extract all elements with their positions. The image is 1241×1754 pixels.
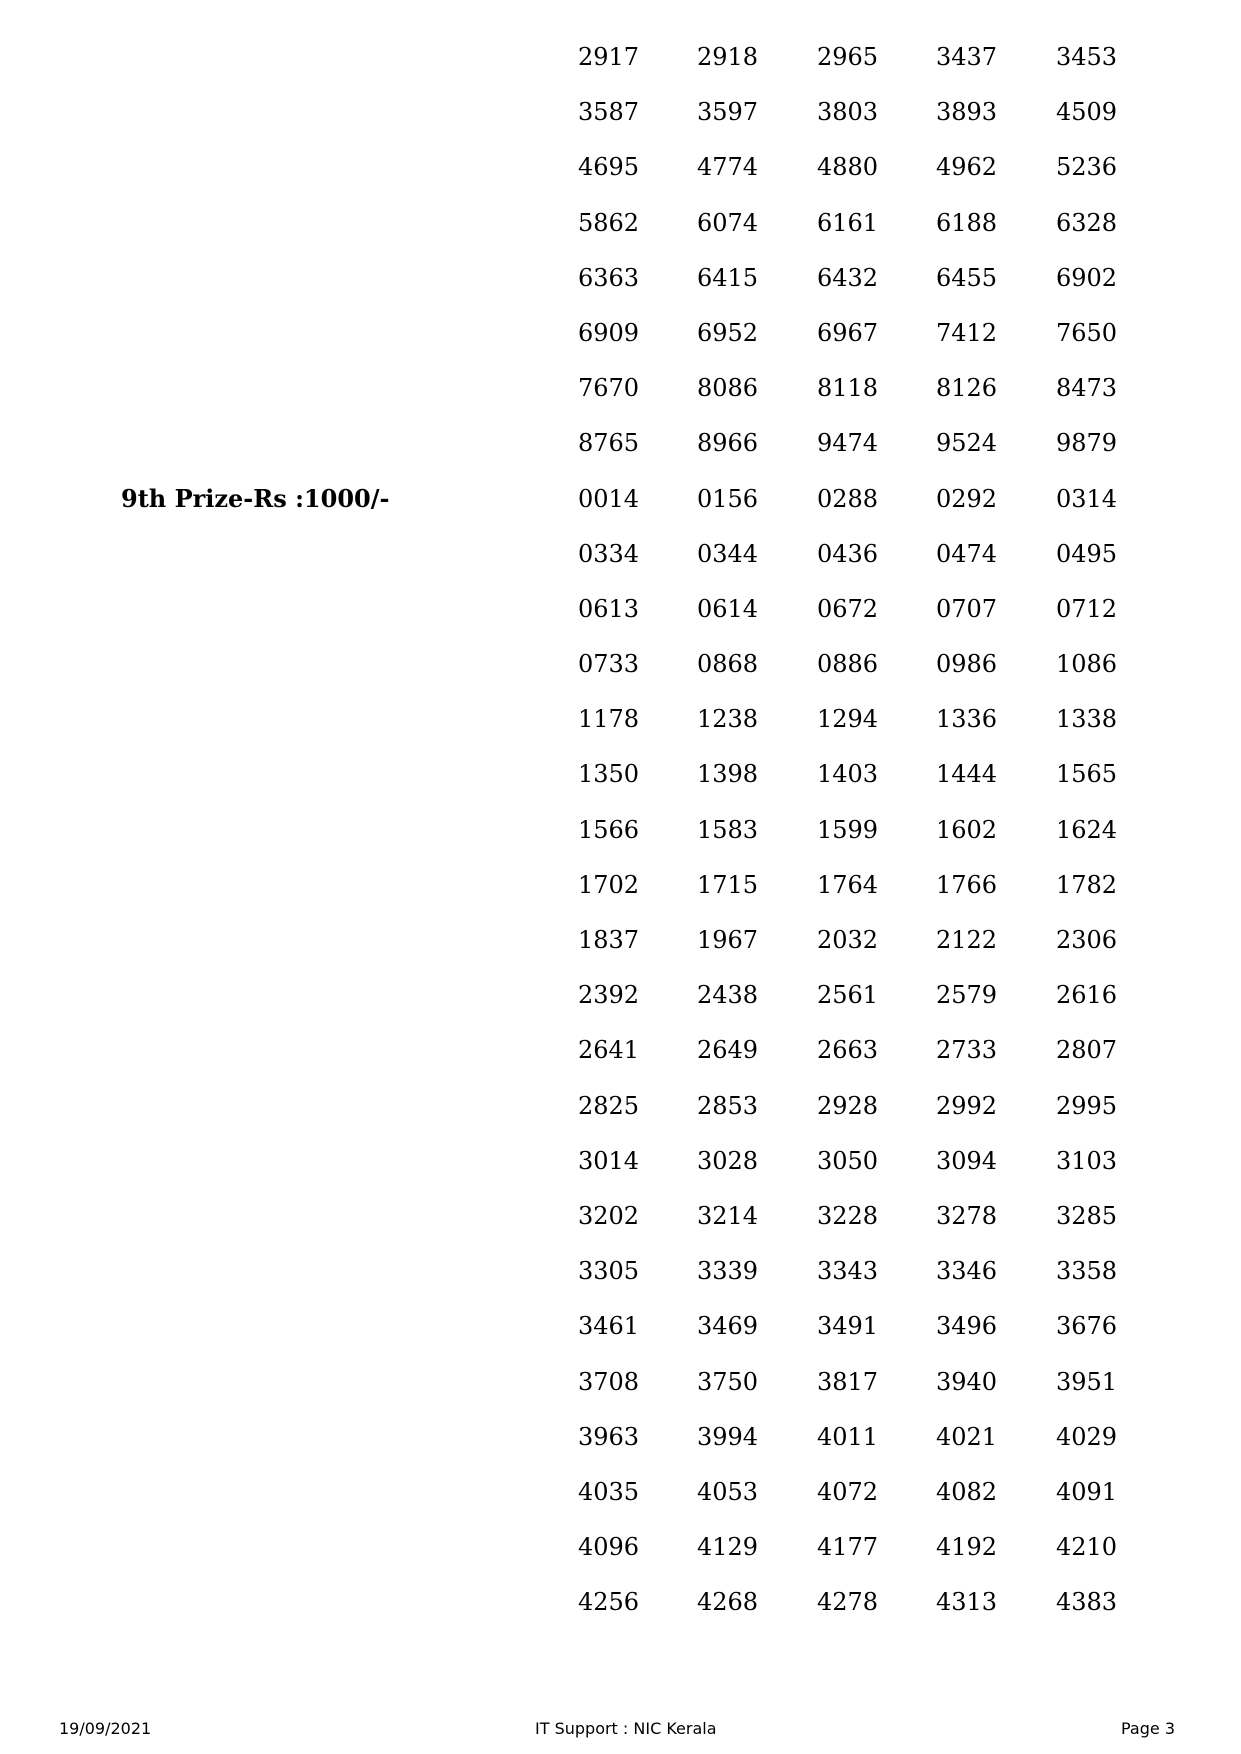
lottery-number: 3951 [1056,1367,1118,1396]
lottery-number: 2616 [1056,981,1118,1010]
lottery-number: 3437 [936,43,998,71]
lottery-number: 3343 [817,1257,879,1286]
lottery-number: 5862 [578,208,640,237]
prize-label: 9th Prize-Rs :1000/- [121,483,390,513]
lottery-number: 5236 [1056,153,1118,182]
lottery-number: 6415 [697,263,759,292]
number-row [0,203,1241,258]
number-row [0,810,1241,865]
lottery-number: 2438 [697,981,759,1010]
lottery-number: 6952 [697,318,759,347]
lottery-number: 4268 [697,1588,759,1617]
number-row [0,1141,1241,1196]
lottery-number: 8086 [697,374,759,403]
lottery-number: 3496 [936,1312,998,1341]
number-row [0,865,1241,920]
lottery-number: 1583 [697,815,759,844]
lottery-number: 2649 [697,1036,759,1065]
number-row [0,1417,1241,1472]
lottery-number: 2965 [817,43,879,71]
footer-page-number: Page 3 [1121,1719,1175,1738]
lottery-number: 3103 [1056,1146,1118,1175]
number-row [0,1362,1241,1417]
lottery-number: 4011 [817,1422,879,1451]
lottery-number: 9474 [817,429,879,458]
lottery-number: 4774 [697,153,759,182]
lottery-number: 1336 [936,705,998,734]
lottery-number: 8473 [1056,374,1118,403]
lottery-number: 2992 [936,1091,998,1120]
lottery-number: 1599 [817,815,879,844]
lottery-number: 2641 [578,1036,640,1065]
lottery-number: 4695 [578,153,640,182]
lottery-number: 3050 [817,1146,879,1175]
lottery-number: 3676 [1056,1312,1118,1341]
lottery-number: 3278 [936,1201,998,1230]
lottery-number: 1403 [817,760,879,789]
lottery-number: 3491 [817,1312,879,1341]
lottery-number: 1238 [697,705,759,734]
lottery-number: 2306 [1056,926,1118,954]
lottery-number: 1338 [1056,705,1118,734]
lottery-number: 6432 [817,263,879,292]
number-row [0,699,1241,754]
lottery-number: 2807 [1056,1036,1118,1065]
number-row [0,644,1241,699]
lottery-number: 4177 [817,1533,879,1562]
lottery-number: 0495 [1056,539,1118,568]
lottery-number: 2579 [936,981,998,1010]
lottery-number: 2392 [578,981,640,1010]
lottery-number: 8126 [936,374,998,403]
lottery-number: 4278 [817,1588,879,1617]
lottery-number: 2663 [817,1036,879,1065]
number-row [0,1251,1241,1306]
number-row [0,589,1241,644]
lottery-number: 3339 [697,1257,759,1286]
lottery-number: 3453 [1056,43,1118,71]
lottery-number: 0156 [697,484,759,513]
lottery-number: 9524 [936,429,998,458]
lottery-number: 4091 [1056,1477,1118,1506]
lottery-number: 3214 [697,1201,759,1230]
lottery-number: 4053 [697,1477,759,1506]
lottery-number: 4256 [578,1588,640,1617]
lottery-number: 2733 [936,1036,998,1065]
number-row [0,754,1241,809]
lottery-number: 3963 [578,1422,640,1451]
lottery-number: 1086 [1056,650,1118,679]
lottery-number: 4096 [578,1533,640,1562]
lottery-number: 6909 [578,318,640,347]
lottery-number: 0436 [817,539,879,568]
number-row [0,1582,1241,1637]
lottery-number: 0288 [817,484,879,513]
lottery-number: 0886 [817,650,879,679]
lottery-number: 0334 [578,539,640,568]
number-row [0,423,1241,478]
lottery-number: 3708 [578,1367,640,1396]
lottery-number: 0314 [1056,484,1118,513]
number-row [0,258,1241,313]
lottery-number: 4509 [1056,98,1118,127]
lottery-number: 2032 [817,926,879,954]
number-row [0,1306,1241,1361]
lottery-number: 1702 [578,870,640,899]
lottery-number: 1766 [936,870,998,899]
lottery-number: 3305 [578,1257,640,1286]
lottery-number: 3346 [936,1257,998,1286]
lottery-number: 3587 [578,98,640,127]
lottery-number: 4962 [936,153,998,182]
lottery-number: 7650 [1056,318,1118,347]
lottery-number: 0014 [578,484,640,513]
lottery-number: 0474 [936,539,998,568]
lottery-number: 1624 [1056,815,1118,844]
lottery-number: 6902 [1056,263,1118,292]
lottery-number: 0292 [936,484,998,513]
lottery-number: 3285 [1056,1201,1118,1230]
lottery-number: 3597 [697,98,759,127]
lottery-number: 3028 [697,1146,759,1175]
lottery-number: 1837 [578,926,640,954]
lottery-number: 4129 [697,1533,759,1562]
lottery-number: 7412 [936,318,998,347]
lottery-number: 6455 [936,263,998,292]
number-row [0,975,1241,1030]
lottery-number: 4072 [817,1477,879,1506]
lottery-number-grid [0,37,1241,1637]
lottery-number: 6967 [817,318,879,347]
lottery-number: 3461 [578,1312,640,1341]
lottery-number: 3358 [1056,1257,1118,1286]
lottery-number: 1566 [578,815,640,844]
lottery-number: 4082 [936,1477,998,1506]
lottery-number: 0614 [697,594,759,623]
number-row [0,920,1241,975]
lottery-number: 2995 [1056,1091,1118,1120]
lottery-number: 2853 [697,1091,759,1120]
lottery-number: 1444 [936,760,998,789]
lottery-number: 8118 [817,374,879,403]
lottery-number: 1350 [578,760,640,789]
lottery-number: 0344 [697,539,759,568]
lottery-number: 3750 [697,1367,759,1396]
number-row [0,1472,1241,1527]
number-row [0,313,1241,368]
lottery-number: 0707 [936,594,998,623]
lottery-number: 4210 [1056,1533,1118,1562]
number-row [0,479,1241,534]
lottery-number: 1294 [817,705,879,734]
lottery-number: 4021 [936,1422,998,1451]
lottery-number: 2918 [697,43,759,71]
lottery-number: 9879 [1056,429,1118,458]
number-row [0,1527,1241,1582]
lottery-number: 6363 [578,263,640,292]
lottery-number: 1398 [697,760,759,789]
number-row [0,147,1241,202]
lottery-number: 3940 [936,1367,998,1396]
lottery-number: 3817 [817,1367,879,1396]
number-row [0,1086,1241,1141]
number-row [0,1196,1241,1251]
lottery-number: 0733 [578,650,640,679]
lottery-number: 2917 [578,43,640,71]
lottery-number: 3469 [697,1312,759,1341]
lottery-number: 1178 [578,705,640,734]
lottery-number: 6161 [817,208,879,237]
lottery-number: 4029 [1056,1422,1118,1451]
lottery-number: 6328 [1056,208,1118,237]
lottery-number: 2928 [817,1091,879,1120]
lottery-number: 4035 [578,1477,640,1506]
number-row [0,1030,1241,1085]
lottery-number: 0712 [1056,594,1118,623]
lottery-number: 4192 [936,1533,998,1562]
lottery-number: 0613 [578,594,640,623]
footer-support: IT Support : NIC Kerala [535,1719,717,1738]
lottery-number: 4383 [1056,1588,1118,1617]
lottery-number: 6188 [936,208,998,237]
lottery-number: 6074 [697,208,759,237]
lottery-number: 0672 [817,594,879,623]
lottery-number: 1565 [1056,760,1118,789]
lottery-number: 1764 [817,870,879,899]
lottery-number: 2825 [578,1091,640,1120]
number-row [0,37,1241,92]
lottery-number: 3994 [697,1422,759,1451]
lottery-number: 1967 [697,926,759,954]
lottery-number: 1602 [936,815,998,844]
number-row [0,534,1241,589]
lottery-number: 8966 [697,429,759,458]
lottery-number: 3094 [936,1146,998,1175]
lottery-number: 7670 [578,374,640,403]
lottery-number: 0868 [697,650,759,679]
lottery-number: 1715 [697,870,759,899]
footer-date: 19/09/2021 [59,1719,152,1738]
lottery-number: 0986 [936,650,998,679]
lottery-number: 4313 [936,1588,998,1617]
lottery-number: 8765 [578,429,640,458]
lottery-number: 3202 [578,1201,640,1230]
number-row [0,92,1241,147]
number-row [0,368,1241,423]
lottery-number: 3803 [817,98,879,127]
lottery-number: 3893 [936,98,998,127]
lottery-number: 1782 [1056,870,1118,899]
lottery-number: 3014 [578,1146,640,1175]
lottery-number: 2122 [936,926,998,954]
lottery-number: 3228 [817,1201,879,1230]
lottery-number: 4880 [817,153,879,182]
lottery-number: 2561 [817,981,879,1010]
